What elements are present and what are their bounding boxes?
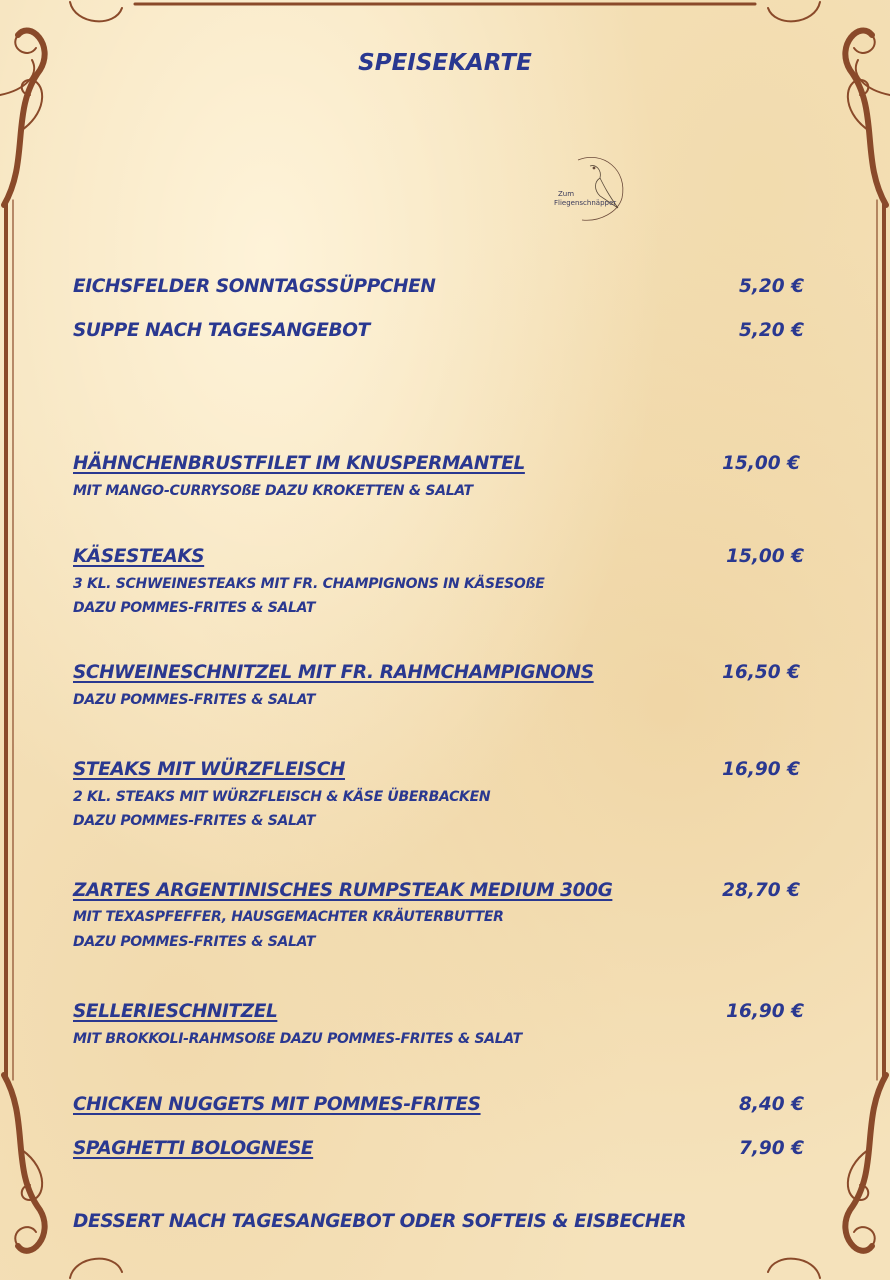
dish-price: 15,00 €: [722, 453, 800, 474]
dish-name: HÄHNCHENBRUSTFILET IM KNUSPERMANTEL: [73, 453, 525, 474]
logo-line-1: Zum: [558, 190, 575, 198]
soup-name: SUPPE NACH TAGESANGEBOT: [73, 320, 370, 341]
logo-line-2: Fliegenschnäpper: [554, 199, 617, 207]
dessert-line: DESSERT NACH TAGESANGEBOT ODER SOFTEIS & EISBECHER: [73, 1211, 687, 1232]
dish-description: DAZU POMMES-FRITES & SALAT: [73, 813, 316, 829]
soup-name: EICHSFELDER SONNTAGSSÜPPCHEN: [73, 276, 436, 297]
soup-price: 5,20 €: [739, 276, 804, 297]
dish-price: 15,00 €: [726, 546, 804, 567]
dish-name: SCHWEINESCHNITZEL MIT FR. RAHMCHAMPIGNONS: [73, 662, 594, 683]
dish-description: DAZU POMMES-FRITES & SALAT: [73, 934, 316, 950]
dish-name: CHICKEN NUGGETS MIT POMMES-FRITES: [73, 1094, 481, 1115]
dish-price: 16,90 €: [722, 759, 800, 780]
menu-title: SPEISEKARTE: [358, 50, 532, 76]
dish-description: MIT BROKKOLI-RAHMSOßE DAZU POMMES-FRITES & SALAT: [73, 1031, 522, 1047]
dish-price: 7,90 €: [739, 1138, 804, 1159]
dish-name: ZARTES ARGENTINISCHES RUMPSTEAK MEDIUM 300G: [73, 880, 613, 901]
dish-price: 8,40 €: [739, 1094, 804, 1115]
dish-description: DAZU POMMES-FRITES & SALAT: [73, 600, 316, 616]
dish-price: 16,50 €: [722, 662, 800, 683]
dish-description: 3 KL. SCHWEINESTEAKS MIT FR. CHAMPIGNONS IN KÄSESOßE: [73, 576, 545, 592]
dish-description: 2 KL. STEAKS MIT WÜRZFLEISCH & KÄSE ÜBERBACKEN: [73, 789, 491, 805]
dish-description: MIT TEXASPFEFFER, HAUSGEMACHTER KRÄUTERBUTTER: [73, 909, 504, 925]
dish-description: DAZU POMMES-FRITES & SALAT: [73, 692, 316, 708]
dish-name: KÄSESTEAKS: [73, 546, 205, 567]
dish-name: SELLERIESCHNITZEL: [73, 1001, 278, 1022]
dish-price: 16,90 €: [726, 1001, 804, 1022]
restaurant-logo: [548, 150, 632, 230]
dish-price: 28,70 €: [722, 880, 800, 901]
dish-name: SPAGHETTI BOLOGNESE: [73, 1138, 314, 1159]
dish-description: MIT MANGO-CURRYSOßE DAZU KROKETTEN & SALAT: [73, 483, 473, 499]
soup-price: 5,20 €: [739, 320, 804, 341]
dish-name: STEAKS MIT WÜRZFLEISCH: [73, 759, 345, 780]
